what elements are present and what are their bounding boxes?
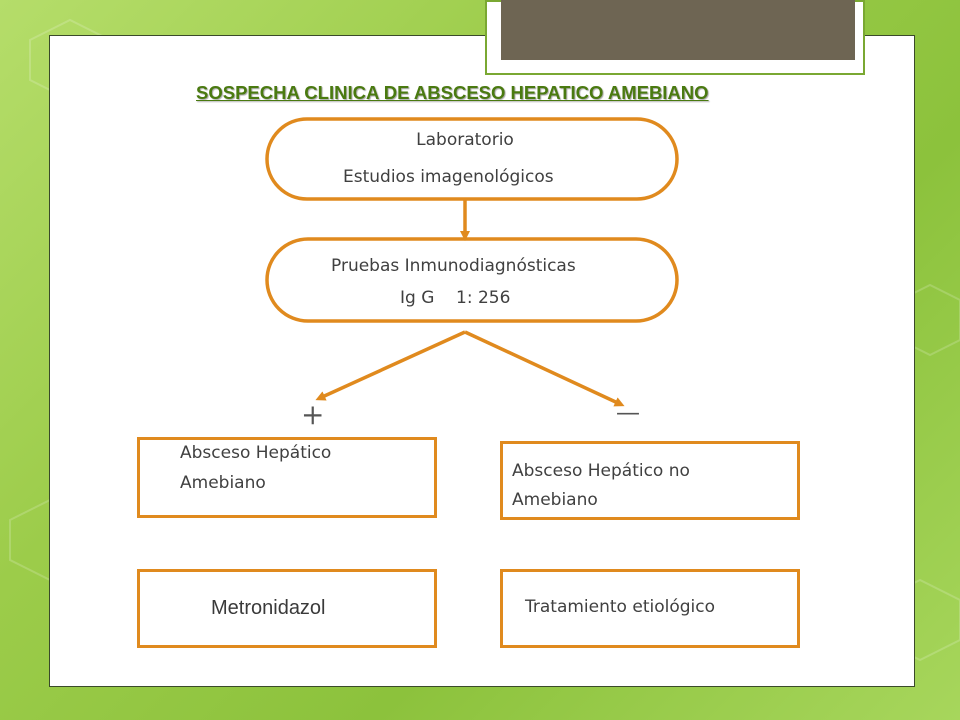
positivo-line2: Amebiano [180, 473, 266, 493]
arrow-to-positivo [320, 332, 465, 398]
arrow-to-negativo [465, 332, 620, 404]
positive-sign: + [301, 398, 325, 431]
negativo-line2: Amebiano [512, 490, 598, 510]
positivo-line1: Absceso Hepático [180, 443, 332, 463]
diagram-title: SOSPECHA CLINICA DE ABSCESO HEPATICO AMEBIANO [196, 82, 709, 103]
tratamiento-label: Tratamiento etiológico [525, 597, 715, 617]
laboratorio-label: Laboratorio [416, 130, 514, 150]
metronidazol-label: Metronidazol [211, 597, 326, 619]
negative-sign: — [616, 398, 640, 426]
igg-label: Ig G 1: 256 [400, 288, 511, 308]
node-pruebas [267, 239, 677, 321]
estudios-label: Estudios imagenológicos [343, 167, 554, 187]
negativo-line1: Absceso Hepático no [512, 461, 690, 481]
pruebas-label: Pruebas Inmunodiagnósticas [331, 256, 576, 276]
